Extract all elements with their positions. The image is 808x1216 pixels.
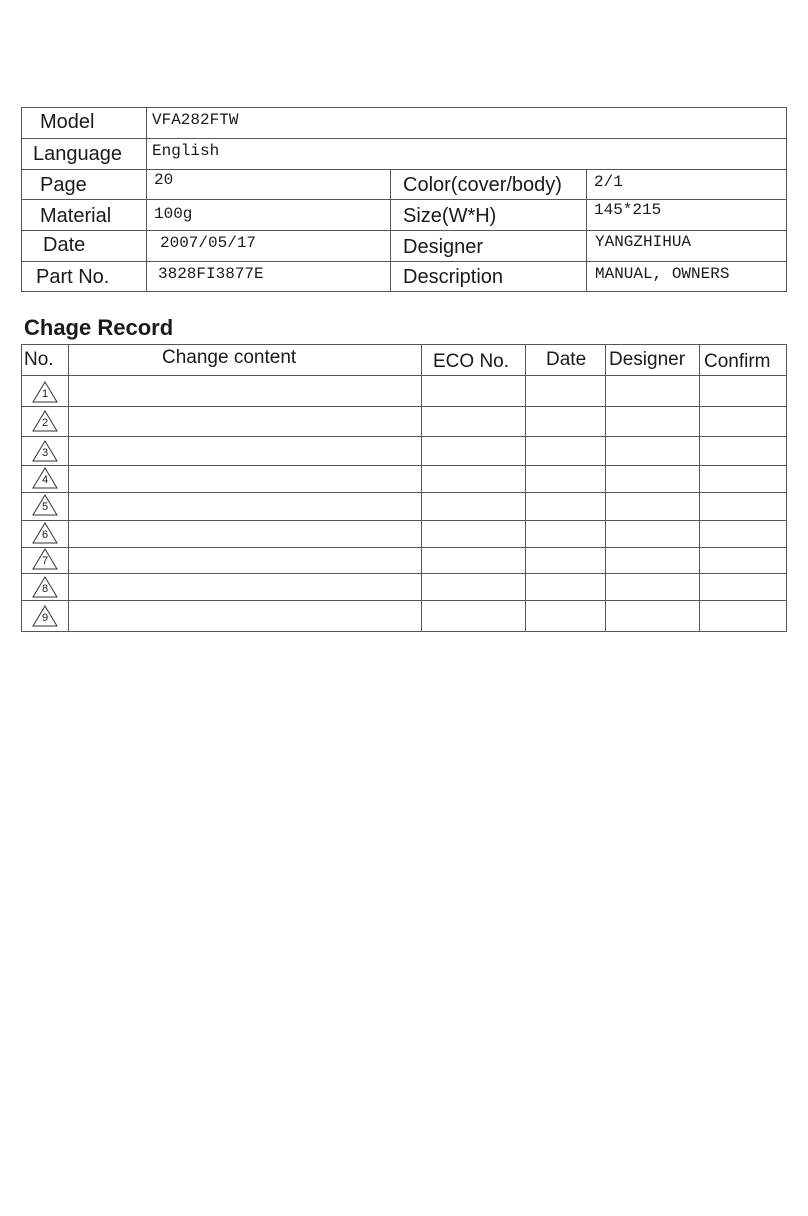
col-header-confirm: Confirm	[704, 351, 771, 372]
revision-4-icon	[32, 467, 58, 489]
partno-value: 3828FI3877E	[158, 265, 264, 283]
description-value: MANUAL, OWNERS	[595, 265, 730, 283]
language-value: English	[152, 142, 220, 160]
material-label: Material	[40, 205, 112, 227]
revision-number: 9	[41, 612, 49, 624]
revision-number: 5	[41, 501, 49, 513]
revision-8-icon	[32, 576, 58, 598]
date-label: Date	[43, 234, 86, 256]
revision-number: 1	[41, 388, 49, 400]
size-value: 145*215	[594, 201, 662, 219]
revision-number: 7	[41, 555, 49, 567]
col-header-designer: Designer	[609, 349, 686, 370]
col-header-date: Date	[546, 349, 587, 370]
revision-number: 2	[41, 417, 49, 429]
revision-9-icon	[32, 605, 58, 627]
revision-6-icon	[32, 522, 58, 544]
partno-label: Part No.	[36, 266, 110, 288]
revision-number: 8	[41, 583, 49, 595]
size-label: Size(W*H)	[403, 205, 497, 227]
col-header-no: No.	[24, 349, 54, 370]
revision-1-icon	[32, 381, 58, 403]
revision-3-icon	[32, 440, 58, 462]
model-value: VFA282FTW	[152, 111, 239, 129]
model-label: Model	[40, 111, 95, 133]
designer-label: Designer	[403, 236, 484, 258]
date-value: 2007/05/17	[160, 234, 257, 252]
page-label: Page	[40, 174, 87, 196]
revision-7-icon	[32, 548, 58, 570]
change-record-title: Chage Record	[24, 315, 174, 340]
revision-5-icon	[32, 494, 58, 516]
description-label: Description	[403, 266, 504, 288]
page-value: 20	[154, 171, 174, 189]
material-value: 100g	[154, 205, 193, 223]
col-header-change-content: Change content	[162, 347, 297, 368]
color-value: 2/1	[594, 173, 623, 191]
revision-number: 4	[41, 474, 49, 486]
designer-value: YANGZHIHUA	[595, 233, 692, 251]
col-header-eco-no: ECO No.	[433, 351, 510, 372]
color-label: Color(cover/body)	[403, 174, 562, 196]
revision-number: 6	[41, 529, 49, 541]
revision-number: 3	[41, 447, 49, 459]
language-label: Language	[33, 143, 122, 165]
revision-2-icon	[32, 410, 58, 432]
